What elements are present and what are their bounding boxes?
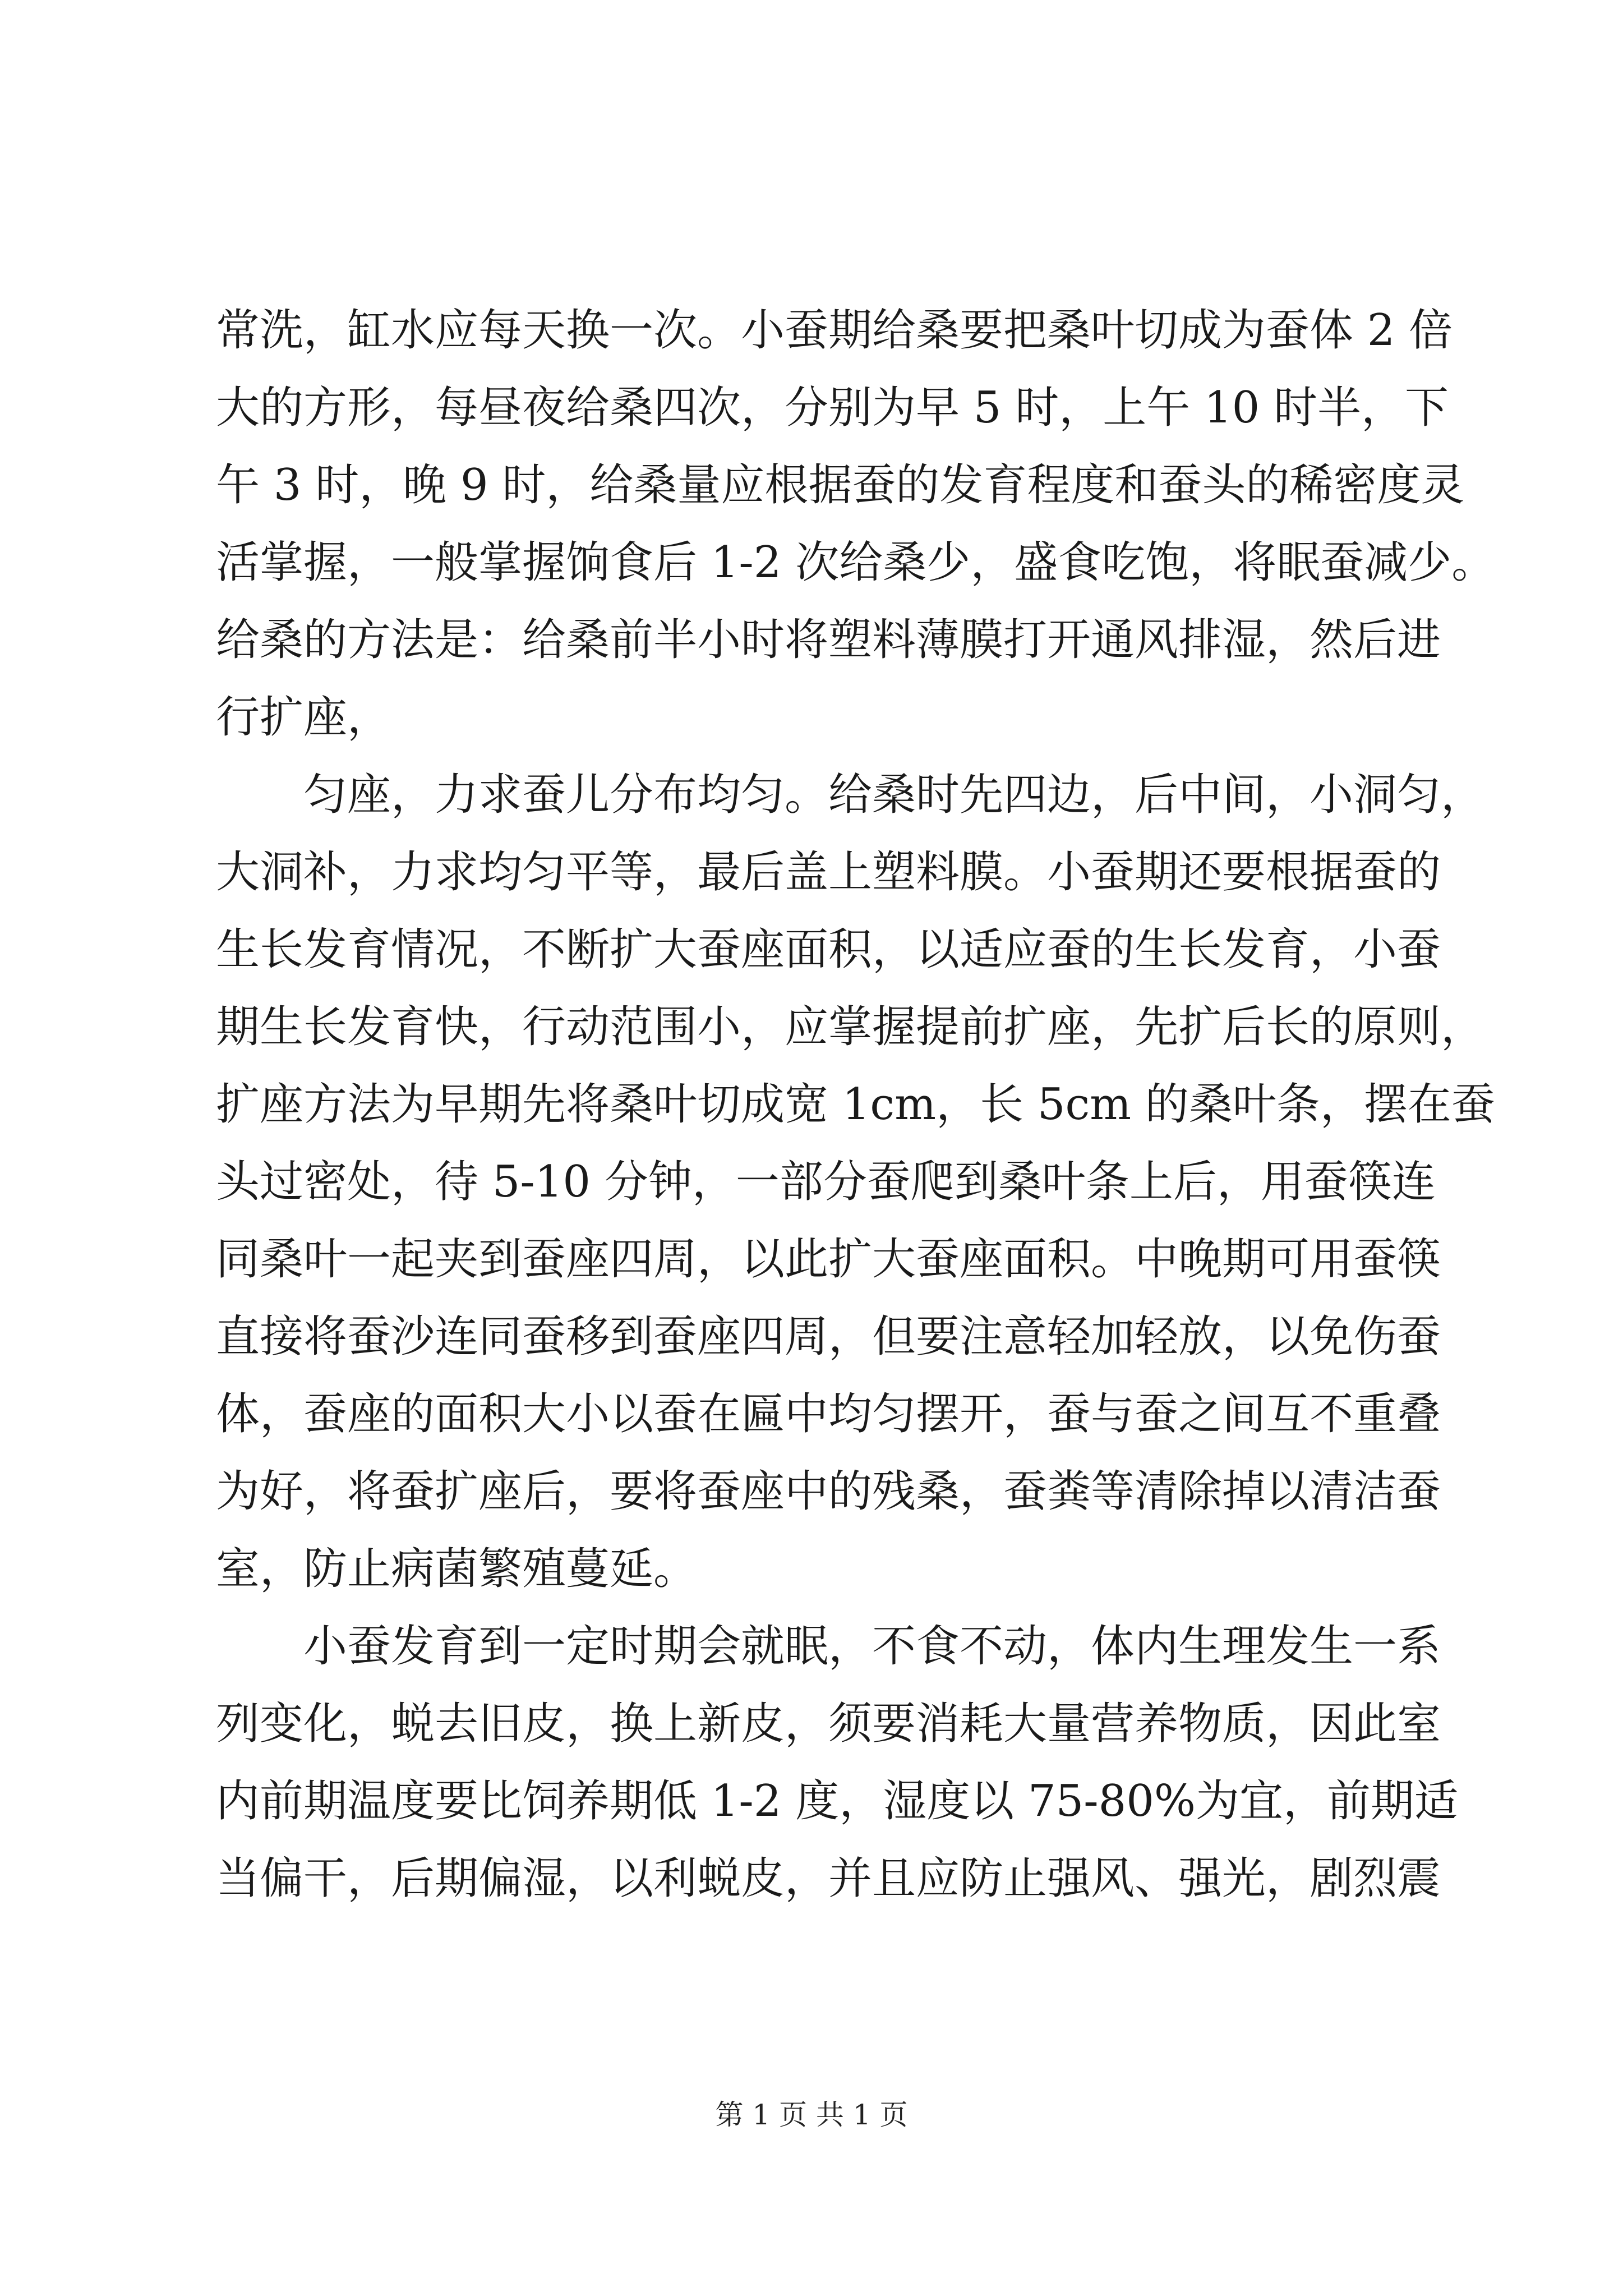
text-line: 给桑的方法是：给桑前半小时将塑料薄膜打开通风排湿，然后进 <box>216 615 1441 665</box>
text-line: 内前期温度要比饲养期低 1-2 度，湿度以 75-80%为宜，前期适 <box>216 1776 1458 1826</box>
text-line: 室，防止病菌繁殖蔓延。 <box>216 1544 698 1594</box>
text-line: 活掌握，一般掌握饷食后 1-2 次给桑少，盛食吃饱，将眠蚕减少。 <box>216 537 1496 588</box>
text-line: 大洞补，力求均匀平等，最后盖上塑料膜。小蚕期还要根据蚕的 <box>216 847 1441 898</box>
text-line: 期生长发育快，行动范围小，应掌握提前扩座，先扩后长的原则， <box>216 1002 1485 1052</box>
text-line: 匀座，力求蚕儿分布均匀。给桑时先四边，后中间，小洞匀， <box>303 770 1485 820</box>
text-line: 当偏干，后期偏湿，以利蜕皮，并且应防止强风、强光，剧烈震 <box>216 1853 1441 1904</box>
body-text <box>216 292 1496 1917</box>
text-line: 为好，将蚕扩座后，要将蚕座中的残桑，蚕粪等清除掉以清洁蚕 <box>216 1466 1441 1517</box>
text-line: 生长发育情况，不断扩大蚕座面积，以适应蚕的生长发育，小蚕 <box>216 924 1441 975</box>
text-line: 午 3 时，晚 9 时，给桑量应根据蚕的发育程度和蚕头的稀密度灵 <box>216 460 1465 510</box>
text-line: 大的方形，每昼夜给桑四次，分别为早 5 时，上午 10 时半，下 <box>216 383 1449 433</box>
page-footer: 第 1 页 共 1 页 <box>715 2099 908 2131</box>
text-line: 同桑叶一起夹到蚕座四周，以此扩大蚕座面积。中晚期可用蚕筷 <box>216 1234 1441 1285</box>
text-line: 常洗，缸水应每天换一次。小蚕期给桑要把桑叶切成为蚕体 2 倍 <box>216 305 1453 356</box>
text-line: 体，蚕座的面积大小以蚕在匾中均匀摆开，蚕与蚕之间互不重叠 <box>216 1389 1441 1439</box>
text-line: 小蚕发育到一定时期会就眠，不食不动，体内生理发生一系 <box>303 1621 1441 1672</box>
text-line: 直接将蚕沙连同蚕移到蚕座四周，但要注意轻加轻放，以免伤蚕 <box>216 1312 1441 1362</box>
text-line: 头过密处，待 5-10 分钟，一部分蚕爬到桑叶条上后，用蚕筷连 <box>216 1157 1436 1207</box>
text-line: 列变化，蜕去旧皮，换上新皮，须要消耗大量营养物质，因此室 <box>216 1699 1441 1749</box>
text-line: 扩座方法为早期先将桑叶切成宽 1cm，长 5cm 的桑叶条，摆在蚕 <box>216 1079 1495 1130</box>
text-line: 行扩座， <box>216 692 391 743</box>
